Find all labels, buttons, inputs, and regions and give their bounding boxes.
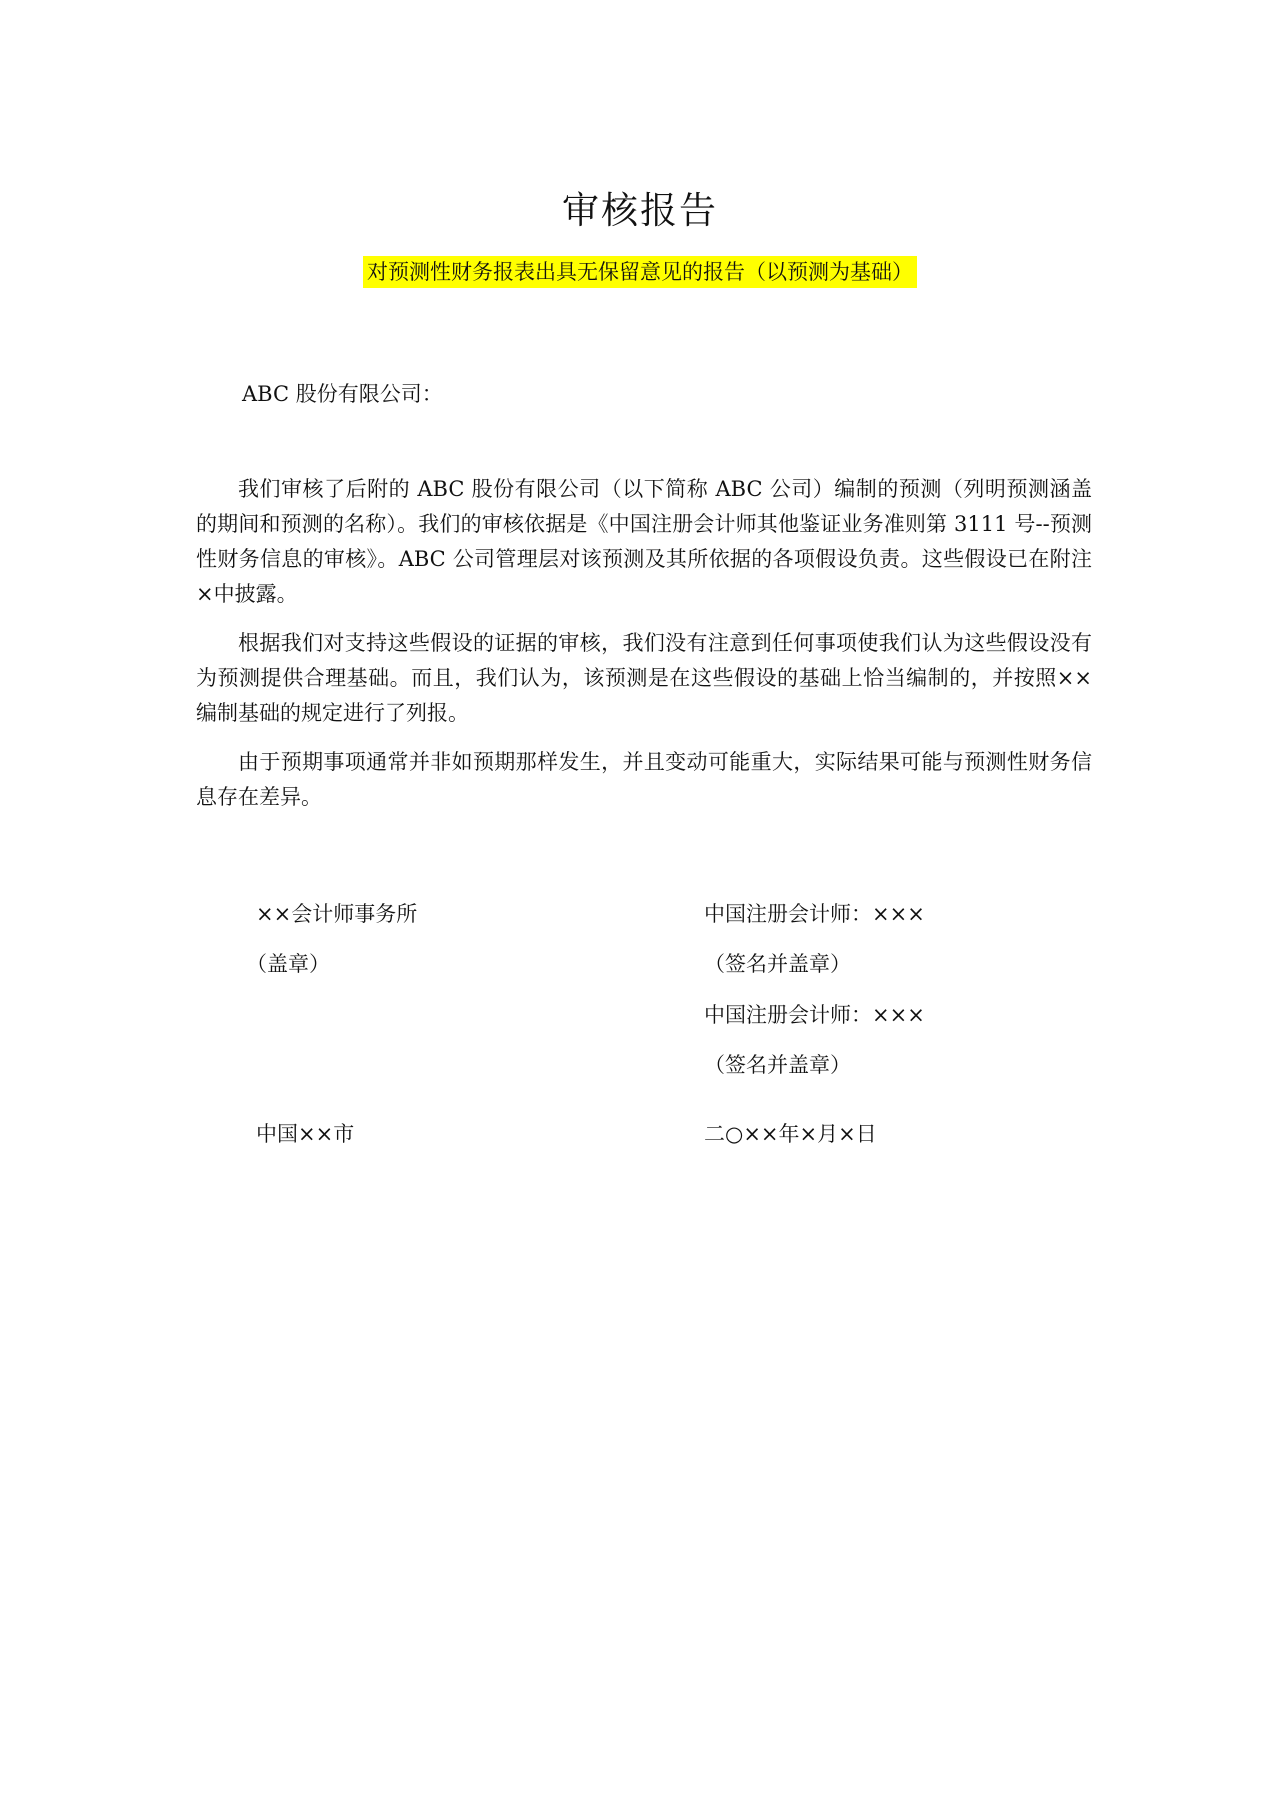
cpa-2-name: 中国注册会计师：××× <box>704 1003 925 1027</box>
report-city: 中国××市 <box>256 1122 355 1146</box>
report-title: 审核报告 <box>562 189 718 232</box>
report-body <box>196 472 1092 829</box>
firm-seal-note: （盖章） <box>246 952 330 976</box>
body-paragraph-3: 由于预期事项通常并非如预期那样发生，并且变动可能重大，实际结果可能与预测性财务信息存在差异。 <box>196 750 1092 809</box>
cpa-2-seal-note: （签名并盖章） <box>704 1053 851 1077</box>
body-paragraph-2: 根据我们对支持这些假设的证据的审核，我们没有注意到任何事项使我们认为这些假设没有为预测提供合理基础。而且，我们认为，该预测是在这些假设的基础上恰当编制的，并按照××编制基础的规定进行了列报。 <box>196 631 1092 725</box>
firm-name: ××会计师事务所 <box>256 902 418 926</box>
report-subtitle-highlighted: 对预测性财务报表出具无保留意见的报告（以预测为基础） <box>363 256 917 288</box>
cpa-1-name: 中国注册会计师：××× <box>704 902 925 926</box>
report-date: 二○××年×月×日 <box>704 1122 877 1146</box>
body-paragraph-1: 我们审核了后附的 ABC 股份有限公司（以下简称 ABC 公司）编制的预测（列明预测涵盖的期间和预测的名称）。我们的审核依据是《中国注册会计师其他鉴证业务准则第 3111 号--预测性财务信息的审核》。ABC 公司管理层对该预测及其所依据的各项假设负责。这些假设已在附注×中披露。 <box>196 477 1092 606</box>
addressee: ABC 股份有限公司： <box>242 382 443 406</box>
subtitle-container <box>0 256 1280 288</box>
cpa-1-seal-note: （签名并盖章） <box>704 952 851 976</box>
